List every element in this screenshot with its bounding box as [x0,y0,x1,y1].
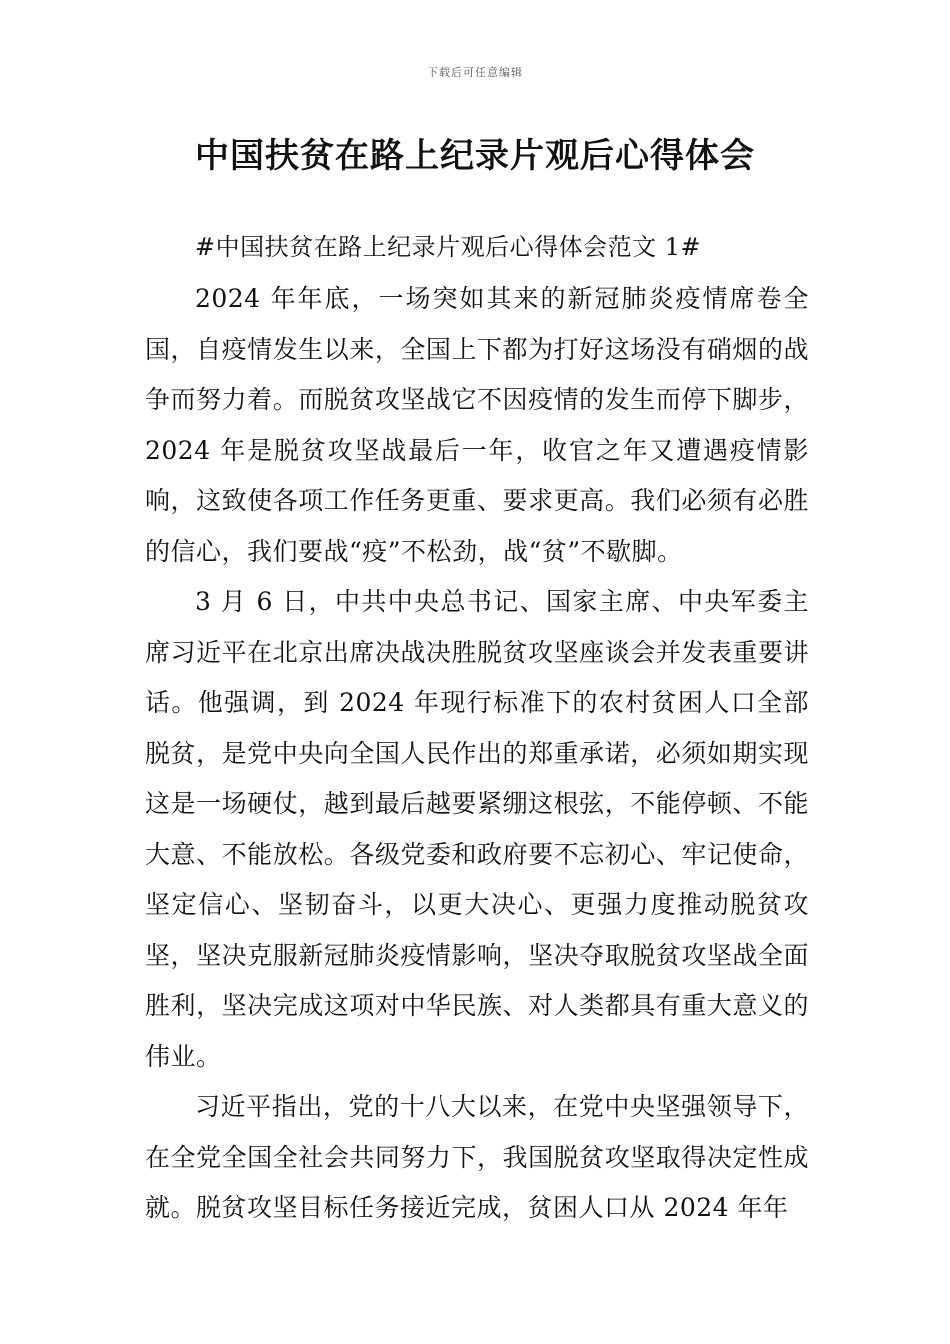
header-note: 下载后可任意编辑 [427,66,523,79]
document-title: 中国扶贫在路上纪录片观后心得体会 [195,136,755,176]
document-body [145,220,809,1234]
paragraph-3: 习近平指出，党的十八大以来，在党中央坚强领导下，在全党全国全社会共同努力下，我国脱贫攻坚取得决定性成就。脱贫攻坚目标任务接近完成，贫困人口从 2024 年年 [145,1092,809,1222]
section-heading: #中国扶贫在路上纪录片观后心得体会范文 1# [195,233,702,261]
paragraph-1: 2024 年年底，一场突如其来的新冠肺炎疫情席卷全国，自疫情发生以来，全国上下都为打好这场没有硝烟的战争而努力着。而脱贫攻坚战它不因疫情的发生而停下脚步，2024 年是脱贫攻坚战最后一年，收官之年又遭遇疫情影响，这致使各项工作任务更重、要求更高。我们必须有必胜的信心，我们要战“疫”不松劲，战“贫”不歇脚。 [145,284,809,566]
paragraph-2: 3 月 6 日，中共中央总书记、国家主席、中央军委主席习近平在北京出席决战决胜脱贫攻坚座谈会并发表重要讲话。他强调，到 2024 年现行标准下的农村贫困人口全部脱贫，是党中央向全国人民作出的郑重承诺，必须如期实现这是一场硬仗，越到最后越要紧绷这根弦，不能停顿、不能大意、不能放松。各级党委和政府要不忘初心、牢记使命，坚定信心、坚韧奋斗，以更大决心、更强力度推动脱贫攻坚，坚决克服新冠肺炎疫情影响，坚决夺取脱贫攻坚战全面胜利，坚决完成这项对中华民族、对人类都具有重大意义的伟业。 [145,587,809,1071]
